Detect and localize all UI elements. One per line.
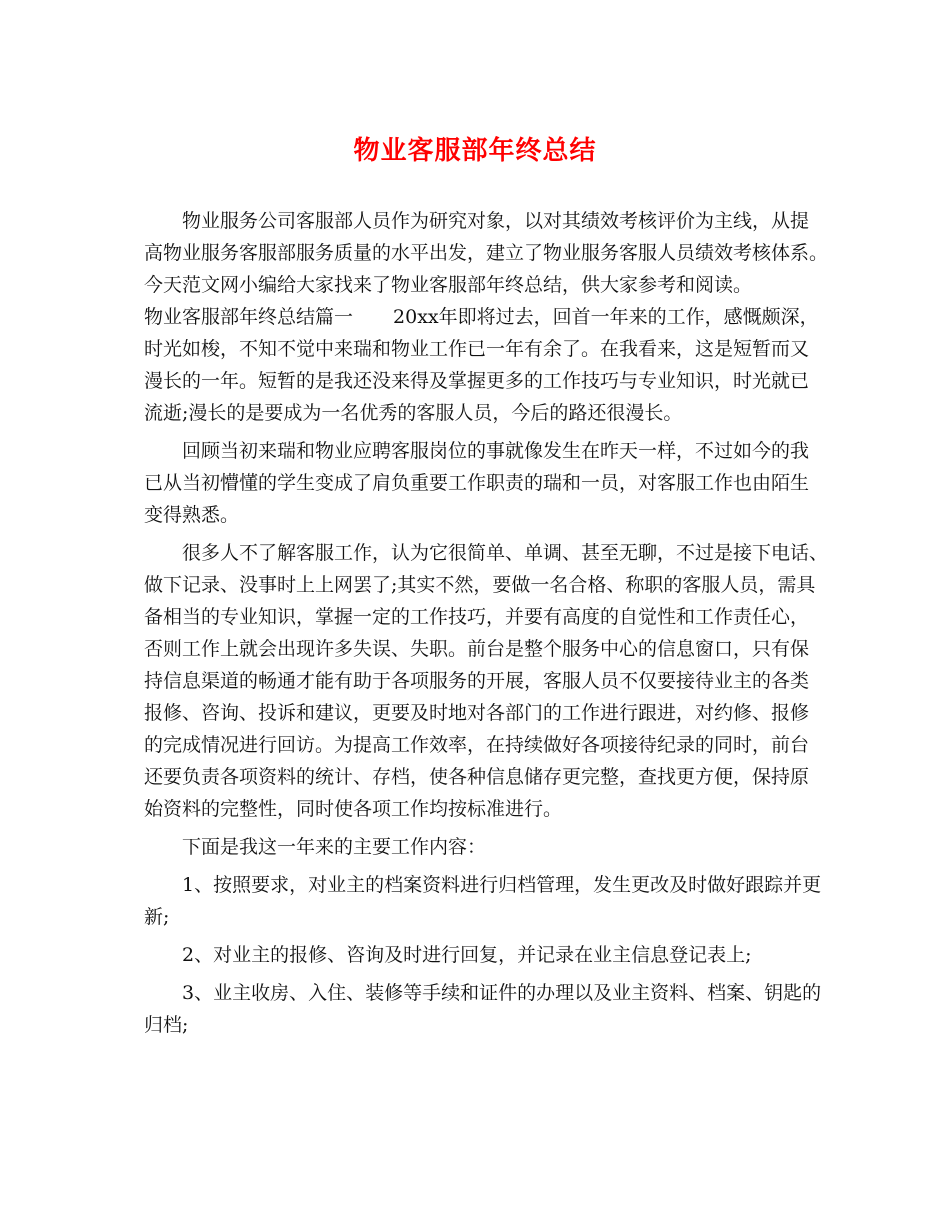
text-line: 的完成情况进行回访。为提高工作效率，在持续做好各项接待纪录的同时，前台 xyxy=(144,734,810,756)
text-line: 始资料的完整性，同时使各项工作均按标准进行。 xyxy=(144,798,563,820)
section-heading: 物业客服部年终总结篇一 xyxy=(144,306,354,328)
text-line: 变得熟悉。 xyxy=(144,504,240,526)
list-item-line: 3、业主收房、入住、装修等手续和证件的办理以及业主资料、档案、钥匙的 xyxy=(182,982,822,1004)
text-line: 下面是我这一年来的主要工作内容： xyxy=(182,836,487,858)
text-line: 备相当的专业知识，掌握一定的工作技巧，并要有高度的自觉性和工作责任心， xyxy=(144,606,810,628)
list-item-line: 2、对业主的报修、咨询及时进行回复，并记录在业主信息登记表上; xyxy=(182,944,752,966)
text-line: 20xx年即将过去，回首一年来的工作，感慨颇深， xyxy=(393,306,819,328)
text-line: 物业服务公司客服部人员作为研究对象，以对其绩效考核评价为主线，从提 xyxy=(182,210,810,232)
text-line: 很多人不了解客服工作，认为它很简单、单调、甚至无聊，不过是接下电话、 xyxy=(182,542,829,564)
list-item-line: 新; xyxy=(144,906,170,928)
text-line: 持信息渠道的畅通才能有助于各项服务的开展，客服人员不仅要接待业主的各类 xyxy=(144,670,810,692)
section-heading-line xyxy=(144,301,819,333)
text-line: 今天范文网小编给大家找来了物业客服部年终总结，供大家参考和阅读。 xyxy=(144,274,753,296)
text-line: 否则工作上就会出现许多失误、失职。前台是整个服务中心的信息窗口，只有保 xyxy=(144,638,810,660)
text-line: 回顾当初来瑞和物业应聘客服岗位的事就像发生在昨天一样，不过如今的我 xyxy=(182,440,810,462)
list-item-line: 1、按照要求，对业主的档案资料进行归档管理，发生更改及时做好跟踪并更 xyxy=(182,874,822,896)
text-line: 做下记录、没事时上上网罢了;其实不然，要做一名合格、称职的客服人员，需具 xyxy=(144,574,816,596)
text-line: 高物业服务客服部服务质量的水平出发，建立了物业服务客服人员绩效考核体系。 xyxy=(144,242,829,264)
text-line: 还要负责各项资料的统计、存档，使各种信息储存更完整，查找更方便，保持原 xyxy=(144,766,810,788)
text-line: 已从当初懵懂的学生变成了肩负重要工作职责的瑞和一员，对客服工作也由陌生 xyxy=(144,472,810,494)
text-line: 漫长的一年。短暂的是我还没来得及掌握更多的工作技巧与专业知识，时光就已 xyxy=(144,370,810,392)
text-line: 时光如梭，不知不觉中来瑞和物业工作已一年有余了。在我看来，这是短暂而又 xyxy=(144,338,810,360)
text-line: 流逝;漫长的是要成为一名优秀的客服人员，今后的路还很漫长。 xyxy=(144,402,683,424)
document-title: 物业客服部年终总结 xyxy=(353,136,597,166)
document-body xyxy=(144,205,829,1041)
list-item-line: 归档; xyxy=(144,1014,189,1036)
text-line: 报修、咨询、投诉和建议，更要及时地对各部门的工作进行跟进，对约修、报修 xyxy=(144,702,810,724)
